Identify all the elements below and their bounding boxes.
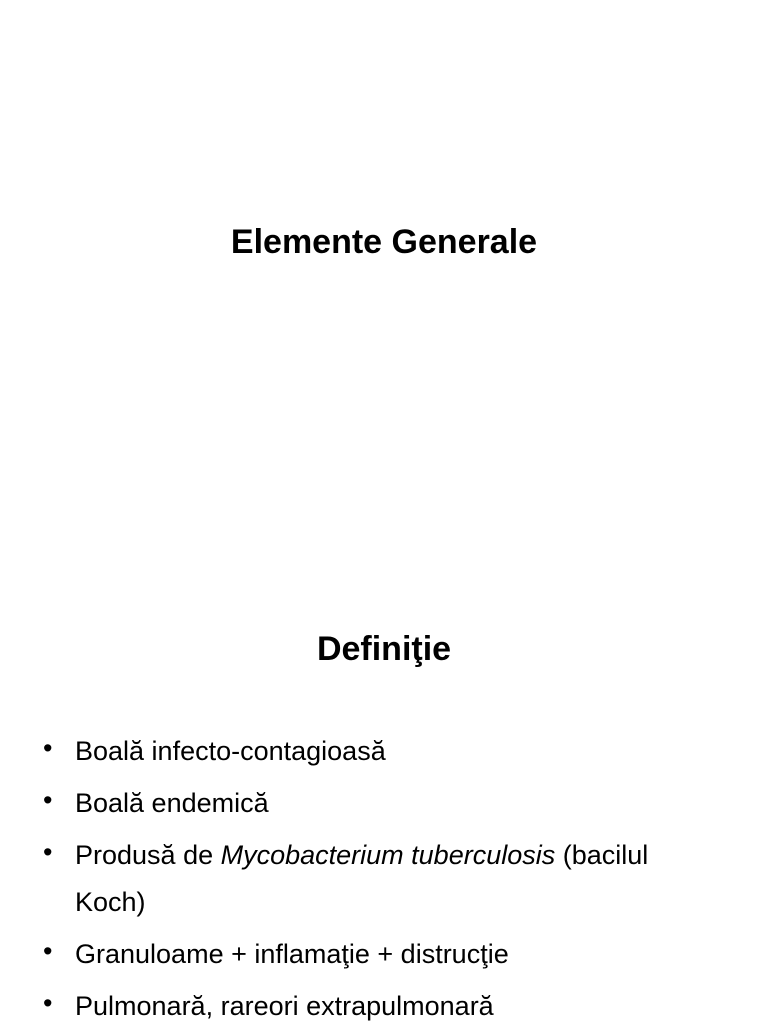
list-item-text-before: Produsă de	[75, 840, 221, 870]
slide-definitie	[0, 600, 768, 1024]
bullet-icon: •	[43, 785, 53, 815]
bullet-icon: •	[43, 988, 53, 1018]
species-name: Mycobacterium tuberculosis	[220, 840, 556, 870]
list-item-text	[75, 832, 728, 926]
bullet-icon: •	[43, 733, 53, 763]
list-item-text-line: Koch)	[75, 887, 146, 917]
list-item-text: Pulmonară, rareori extrapulmonară	[75, 991, 494, 1021]
list-item-text: Granuloame + inflamaţie + distrucţie	[75, 939, 509, 969]
list-item	[0, 728, 768, 775]
list-item-text-after: (bacilul	[555, 840, 649, 870]
list-item	[0, 931, 768, 978]
list-item	[0, 983, 768, 1030]
slide-title: Definiţie	[316, 630, 452, 668]
list-item-text: Boală infecto-contagioasă	[75, 736, 386, 766]
slide-elemente-generale	[0, 0, 768, 490]
bullet-icon: •	[43, 837, 53, 867]
list-item-text: Boală endemică	[75, 788, 269, 818]
list-item	[0, 832, 768, 926]
slide-title: Elemente Generale	[230, 223, 538, 261]
bullet-icon: •	[43, 936, 53, 966]
definition-list	[0, 728, 768, 1035]
list-item-text-line	[75, 832, 728, 879]
list-item	[0, 780, 768, 827]
